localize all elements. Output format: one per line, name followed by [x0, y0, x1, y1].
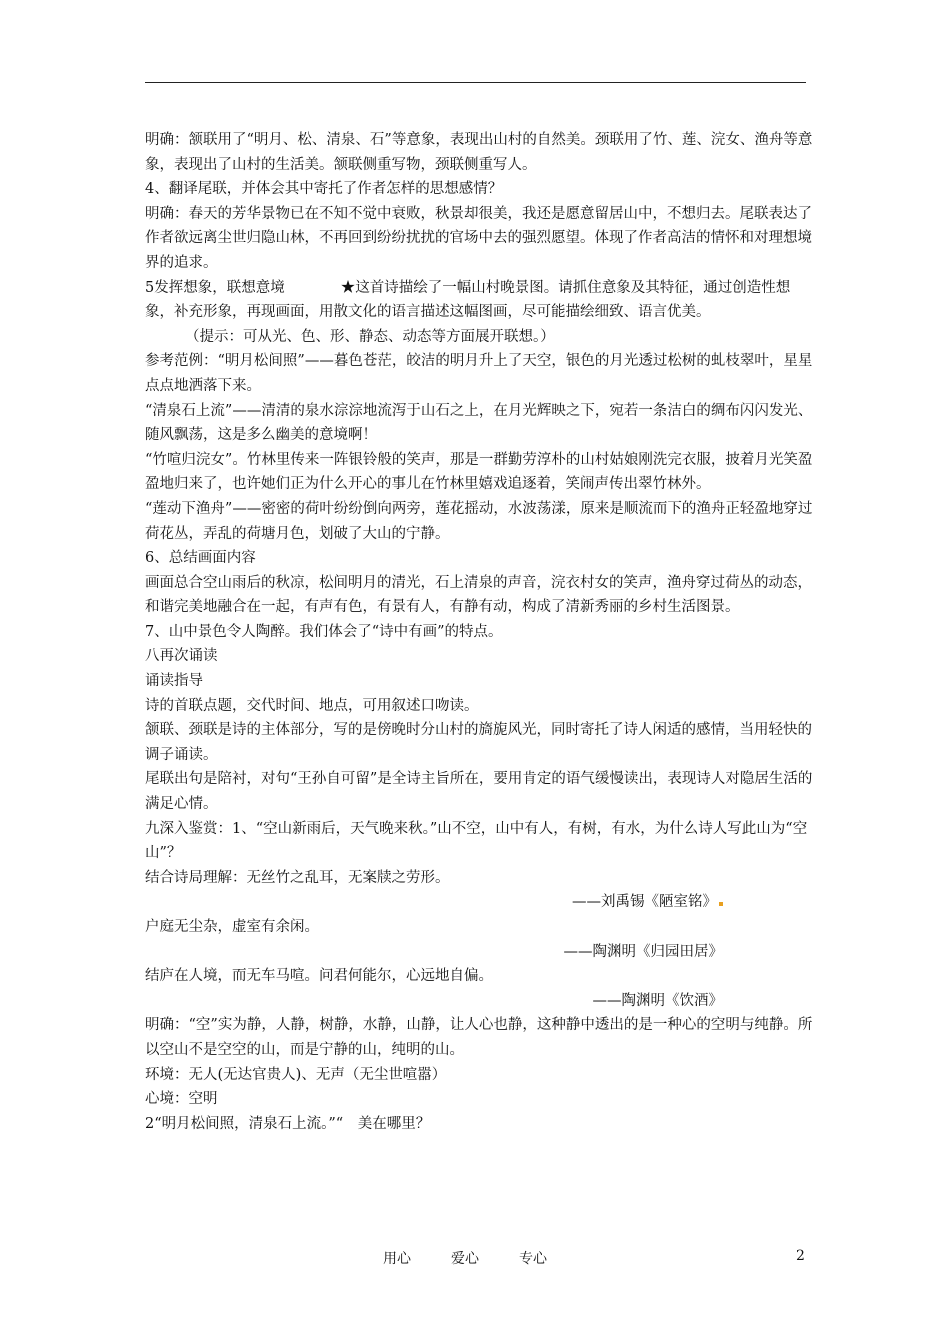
document-body: [145, 128, 813, 1136]
section-heading: 八再次诵读: [145, 648, 218, 665]
paragraph: 明确：“空”实为静，人静，树静，水静，山静，让人心也静，这种静中透出的是一种心的空明与纯静。所以空山不是空空的山，而是宁静的山，纯明的山。: [145, 1017, 813, 1058]
paragraph: 参考范例：“明月松间照”——暮色苍茫，皎洁的明月升上了天空，银色的月光透过松树的虬枝翠叶，星星点点地洒落下来。: [145, 353, 813, 394]
section-heading: 诵读指导: [145, 673, 203, 690]
page-number: 2: [796, 1248, 805, 1264]
footer-motto: [383, 1248, 587, 1268]
quote-attribution: ——陶渊明《饮酒》: [592, 992, 723, 1009]
paragraph: 九深入鉴赏：1、“空山新雨后，天气晚来秋。”山不空，山中有人，有树，有水，为什么诗人写此山为“空山”？: [145, 820, 808, 862]
attribution-text: ——刘禹锡《陋室铭》: [572, 894, 717, 911]
quote-attribution: [145, 890, 813, 915]
header-rule: [145, 82, 806, 83]
motto-3: 专心: [519, 1251, 547, 1267]
question-heading: 4、翻译尾联，并体会其中寄托了作者怎样的思想感情？: [145, 181, 503, 198]
paragraph-text: ★这首诗描绘了一幅山村晚景图。请抓住意象及其特征，通过创造性想象，补充形象，再现画面，用散文化的语言描述这幅图画，尽可能描绘细致、语言优美。: [145, 279, 791, 321]
quote-attribution: ——陶渊明《归园田居》: [563, 943, 723, 960]
paragraph: 7、山中景色令人陶醉。我们体会了“诗中有画”的特点。: [145, 623, 503, 640]
paragraph: [145, 276, 813, 325]
quote: 户庭无尘杂，虚室有余闲。: [145, 919, 319, 935]
paragraph: 2“明月松间照，清泉石上流。”“ 美在哪里？: [145, 1115, 431, 1132]
hint: （提示：可从光、色、形、静态、动态等方面展开联想。）: [185, 328, 555, 345]
paragraph: 明确：颔联用了“明月、松、清泉、石”等意象，表现出山村的自然美。颈联用了竹、莲、浣女、渔舟等意象，表现出了山村的生活美。颔联侧重写物，颈联侧重写人。: [145, 132, 813, 173]
paragraph: 环境：无人(无达官贵人)、无声（无尘世喧嚣）: [145, 1066, 447, 1083]
section-heading: 6、总结画面内容: [145, 550, 256, 567]
paragraph: “清泉石上流”——清清的泉水淙淙地流泻于山石之上，在月光辉映之下，宛若一条洁白的绸布闪闪发光、随风飘荡，这是多么幽美的意境啊！: [145, 402, 813, 444]
quote: 结庐在人境，而无车马喧。问君何能尔，心远地自偏。: [145, 968, 493, 985]
motto-1: 用心: [383, 1251, 411, 1267]
section-heading: 5发挥想象，联想意境: [145, 279, 285, 296]
paragraph: 颔联、颈联是诗的主体部分，写的是傍晚时分山村的旖旎风光，同时寄托了诗人闲适的感情，当用轻快的调子诵读。: [145, 722, 812, 763]
paragraph: 明确：春天的芳华景物已在不知不觉中衰败，秋景却很美，我还是愿意留居山中，不想归去。尾联表达了作者欲远离尘世归隐山林，不再回到纷纷扰扰的官场中去的强烈愿望。体现了作者高洁的情怀和对理想境界的追求。: [145, 205, 812, 271]
paragraph: 心境：空明: [145, 1091, 218, 1108]
paragraph: “竹喧归浣女”。竹林里传来一阵银铃般的笑声，那是一群勤劳淳朴的山村姑娘刚洗完衣服，披着月光笑盈盈地归来了，也许她们正为什么开心的事儿在竹林里嬉戏追逐着，笑闹声传出翠竹林外。: [145, 451, 813, 493]
motto-2: 爱心: [451, 1251, 479, 1267]
paragraph: “莲动下渔舟”——密密的荷叶纷纷倒向两旁，莲花摇动，水波荡漾，原来是顺流而下的渔舟正轻盈地穿过荷花丛，弄乱的荷塘月色，划破了大山的宁静。: [145, 500, 813, 542]
paragraph: 诗的首联点题，交代时间、地点，可用叙述口吻读。: [145, 697, 479, 714]
marker-dot: [719, 902, 723, 906]
paragraph: 尾联出句是陪衬，对句“王孙自可留”是全诗主旨所在，要用肯定的语气缓慢读出，表现诗人对隐居生活的满足心情。: [145, 771, 813, 813]
paragraph: 画面总合空山雨后的秋凉，松间明月的清光，石上清泉的声音，浣衣村女的笑声，渔舟穿过荷丛的动态，和谐完美地融合在一起，有声有色，有景有人，有静有动，构成了清新秀丽的乡村生活图景。: [145, 574, 812, 616]
quote: 结合诗局理解：无丝竹之乱耳，无案牍之劳形。: [145, 869, 450, 886]
